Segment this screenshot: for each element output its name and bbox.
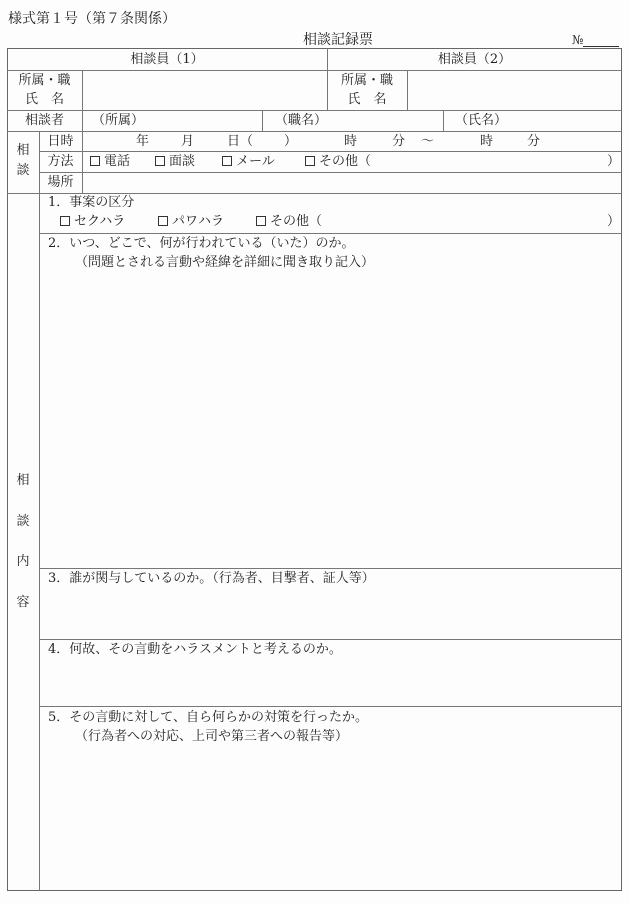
method-option-email[interactable]: メール (222, 155, 275, 168)
counselor1-field[interactable] (84, 72, 325, 108)
section-4-field[interactable] (41, 661, 620, 704)
counselor2-label-name: 氏 名 (347, 92, 387, 107)
divider (443, 110, 444, 131)
checkbox-icon[interactable] (60, 216, 70, 226)
counselor2-header: 相談員（2） (437, 52, 512, 67)
divider (262, 110, 263, 131)
divider (7, 110, 622, 111)
consultant-label: 相談者 (24, 113, 64, 128)
year-label: 年 (136, 134, 150, 149)
method-option-phone[interactable]: 電話 (90, 155, 130, 168)
divider (407, 70, 408, 110)
minute-start-label: 分 (392, 134, 406, 149)
content-label-3: 内 (16, 554, 30, 569)
method-label: 方法 (47, 154, 74, 169)
divider (39, 639, 622, 640)
section-3-field[interactable] (41, 590, 620, 637)
hour-end-label: 時 (480, 134, 494, 149)
section-1-title: 1．事案の区分 (48, 195, 135, 210)
content-label-1: 相 (16, 473, 30, 488)
section-2-field[interactable] (41, 275, 620, 566)
consultant-affiliation-field[interactable]: （所属） (92, 113, 145, 128)
case-option-power[interactable]: パワハラ (158, 215, 224, 228)
divider (39, 233, 622, 234)
case-option-other[interactable]: その他（ (256, 215, 322, 228)
checkbox-icon[interactable] (158, 216, 168, 226)
divider (39, 568, 622, 569)
place-label: 場所 (47, 175, 74, 190)
divider (39, 131, 40, 891)
counselor1-label-affiliation: 所属・職 (18, 73, 71, 88)
divider (7, 131, 622, 132)
divider (7, 193, 622, 194)
method-option-meeting[interactable]: 面談 (155, 155, 195, 168)
divider (7, 70, 622, 71)
place-field[interactable] (84, 173, 620, 192)
divider (39, 151, 622, 152)
divider (39, 706, 622, 707)
section-2-title: 2．いつ、どこで、何が行われている（いた）のか。 (48, 236, 355, 251)
checkbox-icon[interactable] (155, 156, 165, 166)
form-title: 相談記録票 (303, 32, 373, 48)
content-label-2: 談 (16, 514, 30, 529)
counselor2-label-affiliation: 所属・職 (340, 73, 393, 88)
consultation-label-1: 相 (16, 143, 30, 158)
case-option-sexual[interactable]: セクハラ (60, 215, 125, 228)
no-label: № (572, 34, 619, 47)
content-label-4: 容 (16, 595, 30, 610)
checkbox-icon[interactable] (305, 156, 315, 166)
day-label: 日（ (227, 134, 254, 149)
form-number: 様式第１号（第７条関係） (8, 11, 176, 27)
hour-start-label: 時 (344, 134, 358, 149)
method-option-other[interactable]: その他（ (305, 155, 371, 168)
checkbox-icon[interactable] (256, 216, 266, 226)
no-field[interactable] (583, 34, 619, 47)
counselor1-label-name: 氏 名 (24, 92, 64, 107)
section-5-note: （行為者への対応、上司や第三者への報告等） (75, 729, 349, 744)
section-5-field[interactable] (41, 750, 620, 889)
counselor2-field[interactable] (409, 72, 620, 108)
weekday-close: ） (284, 134, 298, 149)
section-2-note: （問題とされる言動や経緯を詳細に聞き取り記入） (75, 255, 375, 270)
tilde: ～ (421, 134, 435, 149)
month-label: 月 (181, 134, 195, 149)
checkbox-icon[interactable] (90, 156, 100, 166)
datetime-label: 日時 (47, 134, 74, 149)
section-5-title: 5．その言動に対して、自ら何らかの対策を行ったか。 (48, 710, 369, 725)
checkbox-icon[interactable] (222, 156, 232, 166)
counselor1-header: 相談員（1） (130, 52, 204, 67)
method-other-close: ） (607, 154, 621, 169)
consultant-name-field[interactable]: （氏名） (455, 113, 508, 128)
section-3-title: 3．誰が関与しているのか。（行為者、目撃者、証人等） (48, 571, 375, 586)
section-4-title: 4．何故、その言動をハラスメントと考えるのか。 (48, 642, 342, 657)
consultation-label-2: 談 (16, 163, 30, 178)
divider (82, 70, 83, 193)
case-other-close: ） (607, 214, 621, 229)
consultant-position-field[interactable]: （職名） (275, 113, 328, 128)
minute-end-label: 分 (527, 134, 541, 149)
